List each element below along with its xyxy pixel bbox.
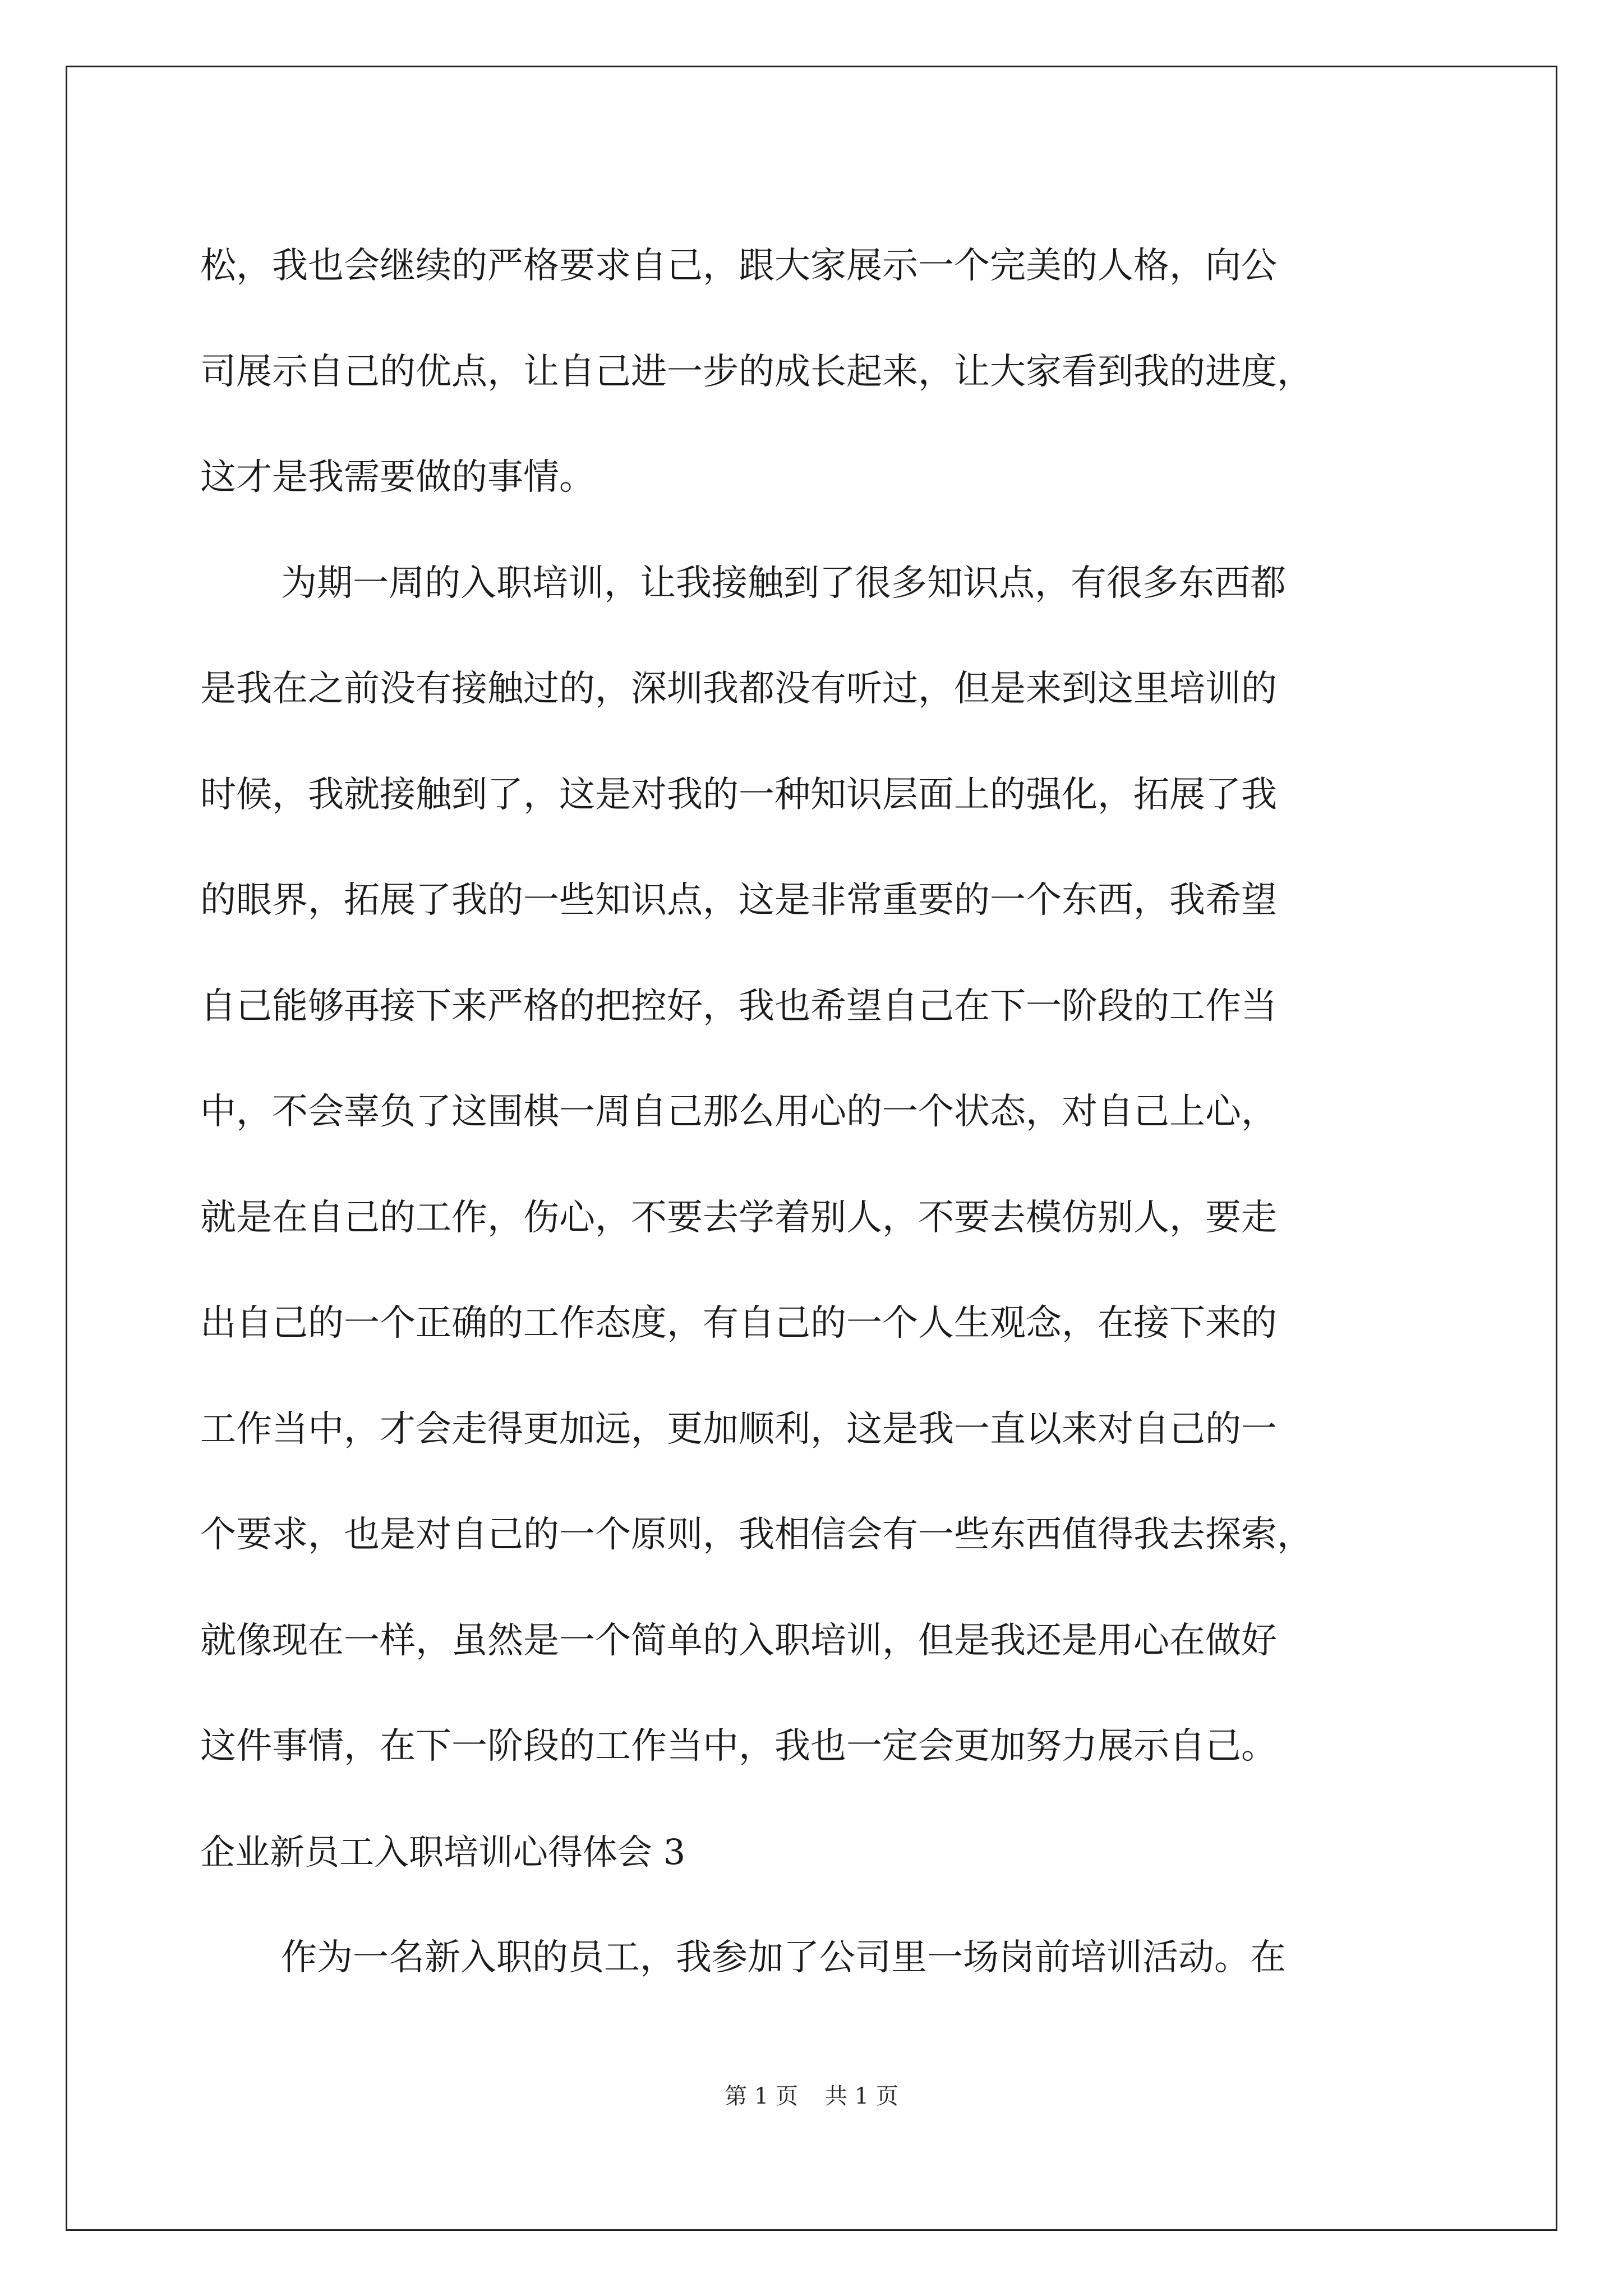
text-line: 是我在之前没有接触过的，深圳我都没有听过，但是来到这里培训的 <box>200 668 1277 710</box>
text-line: 出自己的一个正确的工作态度，有自己的一个人生观念，在接下来的 <box>200 1303 1277 1344</box>
text-line: 松，我也会继续的严格要求自己，跟大家展示一个完美的人格，向公 <box>200 245 1277 287</box>
section-heading: 企业新员工入职培训心得体会 3 <box>200 1831 686 1872</box>
text-line: 的眼界，拓展了我的一些知识点，这是非常重要的一个东西，我希望 <box>200 880 1277 921</box>
text-line: 就是在自己的工作，伤心，不要去学着别人，不要去模仿别人，要走 <box>200 1197 1277 1239</box>
text-line: 司展示自己的优点，让自己进一步的成长起来，让大家看到我的进度， <box>200 351 1313 393</box>
page-number-total: 共 1 页 <box>825 2083 898 2109</box>
page-number-current: 第 1 页 <box>725 2083 798 2109</box>
text-line: 这才是我需要做的事情。 <box>200 457 595 498</box>
text-line: 这件事情，在下一阶段的工作当中，我也一定会更加努力展示自己。 <box>200 1726 1277 1767</box>
text-line: 就像现在一样，虽然是一个简单的入职培训，但是我还是用心在做好 <box>200 1619 1277 1662</box>
text-line: 时候，我就接触到了，这是对我的一种知识层面上的强化，拓展了我 <box>200 774 1277 816</box>
text-line: 个要求，也是对自己的一个原则，我相信会有一些东西值得我去探索， <box>200 1514 1313 1556</box>
paragraph-start-line: 为期一周的入职培训，让我接触到了很多知识点，有很多东西都 <box>281 562 1286 604</box>
page-footer <box>0 2078 1623 2110</box>
text-line: 中，不会辜负了这围棋一周自己那么用心的一个状态，对自己上心， <box>200 1091 1277 1133</box>
text-line: 自己能够再接下来严格的把控好，我也希望自己在下一阶段的工作当 <box>200 985 1277 1027</box>
paragraph-start-line: 作为一名新入职的员工，我参加了公司里一场岗前培训活动。在 <box>281 1937 1286 1978</box>
document-body <box>200 213 1468 2011</box>
text-line: 工作当中，才会走得更加远，更加顺利，这是我一直以来对自己的一 <box>200 1408 1277 1450</box>
